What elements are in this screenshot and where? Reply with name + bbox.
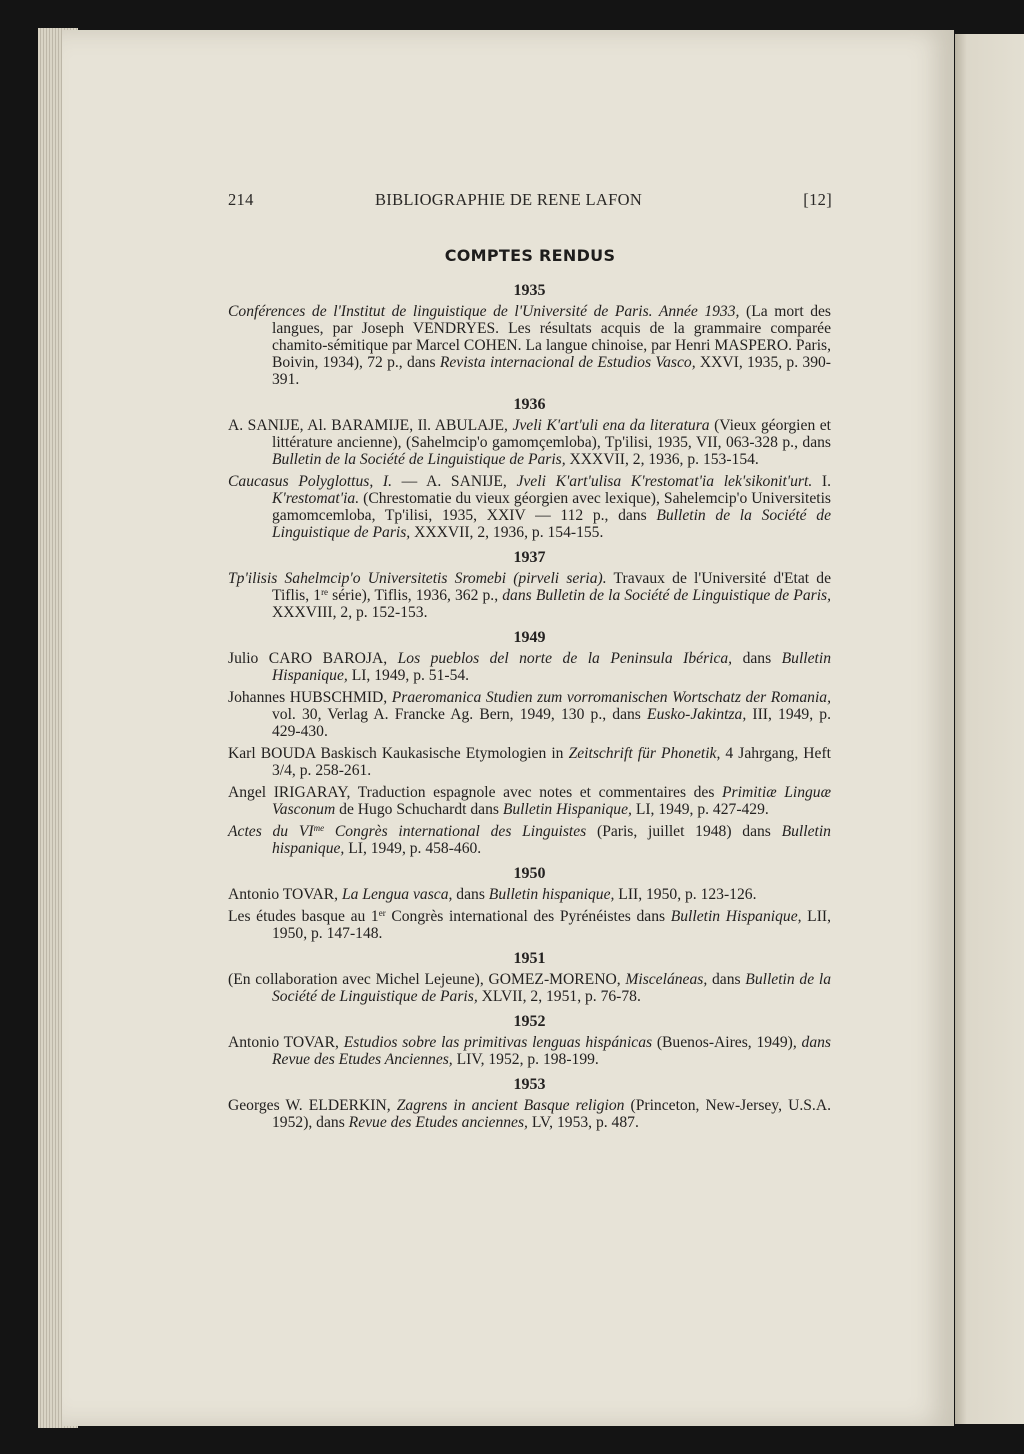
italic-title-text: Actes du VI: [228, 823, 314, 840]
facing-page-edge: [955, 34, 1024, 1424]
italic-title-text: K'restomat'ia.: [272, 490, 360, 507]
entry-text: Karl BOUDA Baskisch Kaukasische Etymologien in: [228, 745, 569, 762]
year-heading: 1935: [513, 282, 546, 299]
superscript-text: re: [321, 587, 329, 597]
year-heading: 1952: [513, 1013, 546, 1030]
entry-text: XXXVIII, 2, p. 152-153.: [272, 604, 428, 621]
entry-text: XXXVII, 2, 1936, p. 154-155.: [410, 524, 604, 541]
entry-text: (Paris, juillet 1948) dans: [586, 823, 782, 840]
section-number: [12]: [803, 190, 832, 209]
bibliography-entry: [228, 784, 831, 818]
entry-text: de Hugo Schuchardt dans: [335, 801, 503, 818]
entry-text: (Chrestomatie du vieux géorgien avec lexique), Sahelemcip'o Universitetis gamomcemloba, Tp'ilisi, 1935, XXIV — 112 p., dans: [272, 490, 831, 524]
italic-title-text: Bulletin Hispanique,: [502, 801, 632, 818]
italic-title-text: dans Bulletin de la Société de Linguistique de Paris,: [502, 587, 831, 604]
entry-text: XXVI, 1935, p. 390-391.: [272, 354, 831, 388]
entry-text: Congrès international des Pyrénéistes dans: [385, 908, 671, 925]
entry-text: dans: [452, 886, 489, 903]
italic-title-text: Bulletin de la Société de Linguistique de Paris,: [272, 507, 831, 541]
entry-text: dans: [732, 650, 782, 667]
italic-title-text: Zeitschrift für Phonetik,: [568, 745, 721, 762]
bibliography-entry: [228, 570, 831, 621]
entry-text: dans: [707, 971, 746, 988]
italic-title-text: Eusko-Jakintza,: [647, 706, 747, 723]
entry-text: série), Tiflis, 1936, 362 p.,: [328, 587, 503, 604]
entry-text: LI, 1949, p. 51-54.: [347, 667, 470, 684]
entry-text: XXXVII, 2, 1936, p. 153-154.: [565, 451, 759, 468]
bibliography-entry: [228, 971, 831, 1005]
year-heading: 1951: [513, 950, 546, 967]
italic-title-text: La Lengua vasca,: [341, 886, 453, 903]
italic-title-text: Estudios sobre las primitivas lenguas hispánicas: [343, 1034, 653, 1051]
entry-text: Antonio TOVAR,: [228, 1034, 344, 1051]
bibliography-entry: [228, 689, 831, 740]
entry-text: Julio CARO BAROJA,: [228, 650, 398, 667]
italic-title-text: Misceláneas,: [625, 971, 708, 988]
entry-text: (Princeton, New-Jersey, U.S.A. 1952), dans: [272, 1097, 831, 1131]
italic-title-text: Bulletin de la Société de Linguistique de Paris,: [272, 451, 566, 468]
entry-text: Georges W. ELDERKIN,: [228, 1097, 397, 1114]
bibliography-entry: [228, 417, 831, 468]
italic-title-text: Bulletin de la Société de Linguistique de Paris,: [272, 971, 831, 1005]
italic-title-text: Revista internacional de Estudios Vasco,: [439, 354, 696, 371]
entry-text: Antonio TOVAR,: [228, 886, 342, 903]
entry-text: LI, 1949, p. 458-460.: [344, 840, 482, 857]
bibliography-entry: [228, 1034, 831, 1068]
entry-text: (En collaboration avec Michel Lejeune), GOMEZ-MORENO,: [228, 971, 626, 988]
entry-text: LI, 1949, p. 427-429.: [631, 801, 769, 818]
entry-text: Travaux de l'Université d'Etat de Tiflis, 1: [272, 570, 831, 604]
italic-title-text: Bulletin hispanique,: [488, 886, 615, 903]
entry-text: — A. SANIJE,: [392, 473, 517, 490]
italic-title-text: Caucasus Polyglottus, I.: [228, 473, 393, 490]
year-heading: 1937: [513, 549, 546, 566]
year-heading: 1936: [513, 396, 546, 413]
bibliography-entry: [228, 886, 831, 903]
italic-title-text: Bulletin Hispanique,: [670, 908, 802, 925]
entry-text: Johannes HUBSCHMID,: [228, 689, 392, 706]
italic-title-text: Revue des Etudes anciennes,: [348, 1114, 528, 1131]
bibliography-entry: [228, 303, 831, 388]
year-heading: 1949: [513, 629, 546, 646]
italic-title-text: Praeromanica Studien zum vorromanischen Wortschatz der Romania,: [391, 689, 831, 706]
italic-title-text: Bulletin hispanique,: [272, 823, 831, 857]
italic-title-text: Jveli K'art'ulisa K'restomat'ia lek'sikonit'urt.: [516, 473, 813, 490]
bibliography-entry: [228, 650, 831, 684]
entry-text: (Buenos-Aires, 1949),: [652, 1034, 802, 1051]
italic-title-text: Bulletin Hispanique,: [272, 650, 831, 684]
italic-title-text: Primitiæ Linguæ Vasconum: [272, 784, 831, 818]
entry-text: XLVII, 2, 1951, p. 76-78.: [477, 988, 641, 1005]
italic-title-text: Conférences de l'Institut de linguistique de l'Université de Paris. Année 1933,: [228, 303, 740, 320]
entry-text: LII, 1950, p. 123-126.: [614, 886, 757, 903]
entry-text: I.: [812, 473, 831, 490]
year-heading: 1953: [513, 1076, 546, 1093]
italic-title-text: Zagrens in ancient Basque religion: [396, 1097, 625, 1114]
entry-text: vol. 30, Verlag A. Francke Ag. Bern, 1949, 130 p., dans: [272, 706, 648, 723]
entry-text: A. SANIJE, Al. BARAMIJE, Il. ABULAJE,: [228, 417, 513, 434]
year-heading: 1950: [513, 865, 546, 882]
running-header: [228, 190, 832, 212]
bibliography-entry: [228, 473, 831, 541]
page-title: COMPTES RENDUS: [444, 246, 616, 265]
entry-text: (Vieux géorgien et littérature ancienne), (Sahelmcip'o gamomçemloba), Tp'ilisi, 1935, VII, 063-328 p., dans: [272, 417, 832, 451]
entry-text: Angel IRIGARAY, Traduction espagnole avec notes et commentaires des: [228, 784, 723, 801]
superscript-text: me: [313, 823, 325, 833]
bibliography-entry: [228, 1097, 831, 1131]
entry-text: LIV, 1952, p. 198-199.: [452, 1051, 599, 1068]
entry-text: LV, 1953, p. 487.: [527, 1114, 639, 1131]
entry-text: 4 Jahrgang, Heft 3/4, p. 258-261.: [272, 745, 832, 779]
bibliography-list: [228, 281, 831, 1131]
italic-title-text: Congrès international des Linguistes: [324, 823, 587, 840]
superscript-text: er: [378, 908, 386, 918]
entry-text: III, 1949, p. 429-430.: [272, 706, 831, 740]
bibliography-entry: [228, 908, 831, 942]
bibliography-entry: [228, 745, 831, 779]
running-title: BIBLIOGRAPHIE DE RENE LAFON: [375, 190, 643, 209]
entry-text: (La mort des langues, par Joseph VENDRYES. Les résultats acquis de la grammaire comparée chamito-sémitique par Marcel COHEN. La langue chinoise, par Henri MASPERO. Paris, Boivin, 1934), 72 p., dans: [272, 303, 832, 371]
entry-text: LII, 1950, p. 147-148.: [272, 908, 831, 942]
italic-title-text: dans Revue des Etudes Anciennes,: [272, 1034, 831, 1068]
entry-text: Les études basque au 1: [228, 908, 379, 925]
italic-title-text: Los pueblos del norte de la Peninsula Ibérica,: [397, 650, 733, 667]
italic-title-text: Jveli K'art'uli ena da literatura: [512, 417, 710, 434]
bibliography-entry: [228, 823, 831, 857]
page-number: 214: [228, 190, 254, 209]
italic-title-text: Tp'ilisis Sahelmcip'o Universitetis Sromebi (pirveli seria).: [228, 570, 607, 587]
